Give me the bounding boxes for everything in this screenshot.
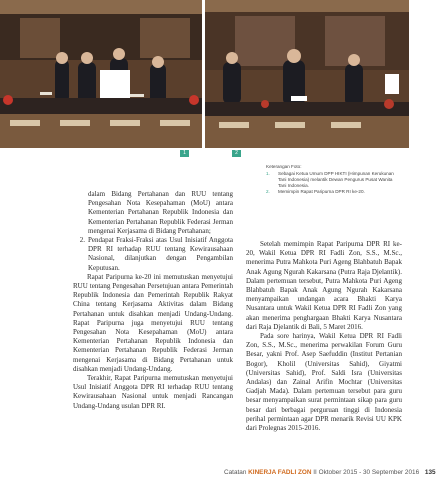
plenary-photo-illustration	[0, 0, 202, 148]
caption-number: 1.	[266, 171, 270, 176]
photo-caption	[266, 164, 401, 195]
page-number: 135	[424, 469, 436, 476]
presiding-photo-illustration	[205, 0, 409, 148]
footer-brand: KINERJA FADLI ZON	[248, 469, 312, 476]
caption-text: Sebagai Ketua Umum DPP HIKTI (Himpunan Kerukunan Tani Indonesia) melantik Dewan Pengurus Pusat Wanita Tani Indonesia.	[278, 171, 394, 188]
caption-item	[266, 189, 401, 195]
photo-number-badge: 2	[232, 150, 241, 157]
paragraph: Setelah memimpin Rapat Paripurna DPR RI ke-20, Wakil Ketua DPR RI Fadli Zon, S.S., M.Sc., menerima Putra Mahkota Puri Ageng Blahbatuh Bapak Anak Agung Ngurah Kakarsana (Putra Raja Djelantik). Dalam pertemuan tersebut, Putra Mahkota Puri Ageng Blahbatuh Bapak Anak Agung Ngurah Kakarsana menyampaikan undangan acara Bhakti Karya Nusantara untuk Wakil Ketua DPR RI Fadli Zon yang akan menerima penghargaan Bhakti Karya Nusantara dari Raja Djelantik di Bali, 5 Maret 2016.	[246, 240, 402, 331]
photo-number-badge: 1	[180, 150, 189, 157]
right-text-column	[246, 240, 402, 433]
photo-plenary-left	[0, 0, 202, 148]
photo-plenary-right	[205, 0, 409, 148]
paragraph: Rapat Paripurna ke-20 ini memutuskan menyetujui RUU tentang Pengesahan Persetujuan antara Pemerintah Republik Indonesia dan Pemerintah Republik Rakyat China tentang Kerjasama Aktivitas dalam Bidang Pertahanan untuk disahkan menjadi Undang-Undang. Rapat Paripurna juga menyetujui RUU tentang Pengesahan Nota Kesepahaman (MoU) antara Kementerian Pertahanan Republik Indonesia dan Kementerian Pertahanan Republik Federasi Jerman mengenai Kerjasama di Bidang Pertahanan untuk disahkan menjadi Undang-Undang.	[73, 272, 233, 373]
page-footer	[224, 469, 436, 476]
list-text: Pendapat Fraksi-Fraksi atas Usul Inisiatif Anggota DPR RI terhadap RUU tentang Kewirausahaan Nasional, dilanjutkan dengan Pengambilan Keputusan.	[88, 236, 233, 272]
paragraph: dalam Bidang Pertahanan dan RUU tentang Pengesahan Nota Kesepahaman (MoU) antara Kementerian Pertahanan Republik Indonesia dan Kementerian Pertahanan Republik Federasi Jerman mengenai Kerjasama di Bidang Pertahanan;	[88, 190, 233, 235]
caption-title: Keterangan Foto:	[266, 164, 302, 169]
paragraph: Pada sore harinya, Wakil Ketua DPR RI Fadli Zon, S.S., M.Sc., menerima perwakilan Forum Guru Besar, yakni Prof. Asep Saefuddin (Institut Pertanian Bogor), Kholil (Universitas Sahid), Giyatmi (Universitas Sahid), Prof. Saldi Isra (Universitas Andalas) dan Zainal Arifin Mochtar (Universitas Gadjah Mada). Dalam pertemuan tersebut para guru besar menyampaikan surat permintaan sikap para guru besar dari berbagai perguruan tinggi di Indonesia perihal permintaan agar DPR menarik Revisi UU KPK dari Prolegnas 2015-2016.	[246, 332, 402, 433]
left-text-column	[73, 190, 233, 411]
footer-period: II Oktober 2015 - 30 September 2016	[311, 469, 421, 476]
footer-prefix: Catatan	[224, 469, 249, 476]
caption-item	[266, 171, 401, 189]
caption-number: 2.	[266, 189, 270, 194]
list-number: 2.	[79, 236, 85, 245]
list-item	[73, 236, 233, 273]
paragraph: Terakhir, Rapat Paripurna memutuskan menyetujui Usul Inisiatif Anggota DPR RI terhadap RUU tentang Kewirausahaan Nasional untuk menjadi Rancangan Undang-Undang usulan DPR RI.	[73, 374, 233, 410]
caption-text: Memimpin Rapat Paripurna DPR RI ke-20.	[278, 189, 365, 194]
